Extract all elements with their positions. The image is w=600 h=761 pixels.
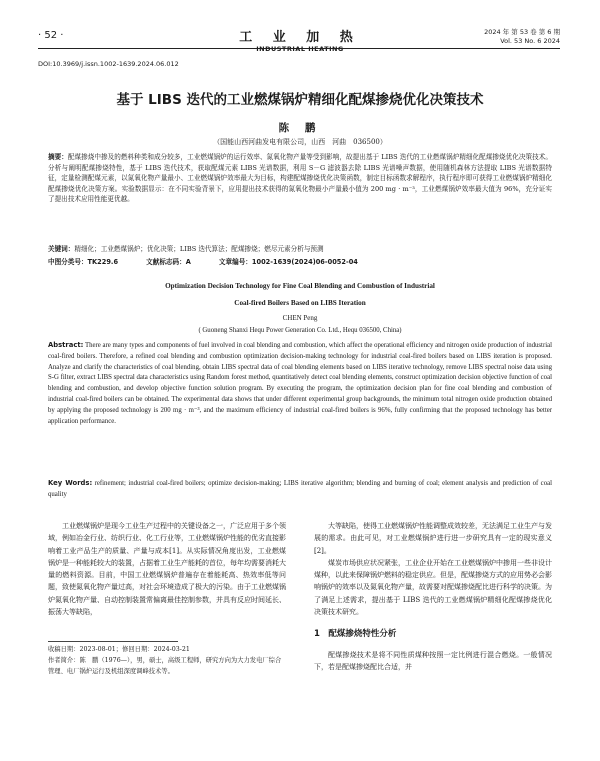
document-code: 文献标志码：A	[146, 258, 191, 266]
article-number: 文章编号：1002-1639(2024)06-0052-04	[218, 258, 358, 266]
keywords-cn	[48, 244, 552, 255]
footnote-rule	[48, 641, 178, 642]
english-title	[0, 278, 600, 312]
keywords-en-label: Key Words:	[48, 479, 93, 487]
classification-line	[48, 256, 384, 266]
intro-paragraph	[48, 520, 286, 638]
issue-info	[484, 28, 560, 46]
english-affiliation: ( Guoneng Shanxi Hequ Power Generation Co. Ltd., Hequ 036500, China)	[198, 327, 402, 334]
section-1-text: 配煤掺烧技术是将不同性质煤种按照一定比例进行混合燃烧。一般情况下，若是配煤掺烧配比合适，并	[314, 650, 552, 671]
body-column-left	[48, 520, 286, 638]
page-number: · 52 ·	[38, 30, 64, 41]
english-title-line-1: Optimization Decision Technology for Fine Coal Blending and Combustion of Industrial	[165, 282, 435, 290]
keywords-cn-text: 精细化；工业燃煤锅炉；优化决策；LIBS 迭代算法；配煤掺烧；燃尽元素分析与预测	[74, 245, 324, 253]
journal-subtitle: INDUSTRIAL HEATING	[256, 45, 344, 53]
english-title-line-2: Coal-fired Boilers Based on LIBS Iteration	[234, 299, 366, 307]
abstract-cn-text: 配煤掺烧中掺及的燃料种类和成分较多，工业燃煤锅炉的运行效率、氮氧化物产量等受到影响，故提出基于 LIBS 迭代的工业燃煤锅炉精细化配煤掺烧优化决策技术。分析与阐明配煤掺烧特性，基于 LIBS 迭代技术，获取配煤元素 LIBS 光谱数据，利用 S－G 滤波器去除 LIBS 光谱噪声数据，使用随机森林方法提取 LIBS 光谱数据特征，定量检测配煤元素，以氮氧化物产量最小、工业燃煤锅炉效率最大为目标，构建配煤掺烧优化决策函数，制定目标函数求解程序，执行程序即可获得工业燃煤锅炉精细化配煤掺烧优化决策方案。实验数据显示：在不同实验背景下，应用提出技术获得的氮氧化物最小产量最小值为 200 mg · m⁻³，工业燃煤锅炉效率最大值为 96%，充分证实了提出技术应用性能更优越。	[48, 153, 552, 204]
abstract-en-text: There are many types and components of fuel involved in coal blending and combustion, which affect the operational efficiency and nitrogen oxide production of industrial coal-fired boilers. Therefore, a refined coal blending and combustion optimization decision-making technology for industrial coal-fired boilers based on LIBS iteration is proposed. Analyze and clarify the characteristics of coal blending, obtain LIBS spectral data of coal blending elements based on LIBS iterative technology, remove LIBS spectral noise data using S-G filter, extract LIBS spectral data characteristics using Random forest method, quantitatively detect coal blending elements, construct optimization decision objective function of coal blending and combustion, and develop objective function solution program. By executing the program, the optimization decision plan for fine coal blending and combustion of industrial coal-fired boilers can be obtained. The experimental data shows that under different experimental group backgrounds, the minimum total nitrogen oxide production obtained by applying the proposed technology is 200 mg · m⁻³, and the maximum efficiency of industrial coal-fired boilers is 96%, fully confirming that the proposed technology has better application performance.	[48, 342, 552, 425]
keywords-en-text: refinement; industrial coal-fired boilers; optimize decision-making; LIBS iterative algorithm; blending and burning of coal; element analysis and prediction of coal quality	[48, 480, 552, 498]
body-column-right	[314, 520, 552, 673]
header-rule	[38, 48, 560, 49]
section-1-heading: 1 配煤掺烧特性分析	[314, 629, 397, 640]
journal-title: 工 业 加 热	[239, 30, 361, 45]
market-paragraph: 煤炭市场供应状况紧张，工业企业开始在工业燃煤锅炉中掺用一些非设计煤种，以此来保障锅炉燃料的稳定供应。但是，配煤掺烧方式的应用势必会影响锅炉的效率以及氮氧化物产量，故需要对配煤掺烧配比进行科学的决策。为了满足上述需求，提出基于 LIBS 迭代的工业燃煤锅炉精细化配煤掺烧优化决策技术研究。	[314, 558, 552, 617]
abstract-cn-label: 摘要：	[48, 153, 68, 161]
author-affiliation: （国能山西河曲发电有限公司，山西 河曲 036500）	[213, 138, 387, 146]
issue-line-en: Vol. 53 No. 6 2024	[500, 37, 560, 45]
abstract-en	[48, 340, 552, 470]
abstract-cn	[48, 152, 552, 248]
doi[interactable]: DOI:10.3969/j.issn.1002-1639.2024.06.012	[38, 60, 179, 68]
paper-title: 基于 LIBS 迭代的工业燃煤锅炉精细化配煤掺烧优化决策技术	[116, 92, 484, 108]
abstract-en-label: Abstract:	[48, 341, 84, 349]
author-name: 陈 鹏	[278, 122, 322, 134]
author-bio: 作者简介：陈 鹏（1976—），男，硕士，高级工程师，研究方向为大力发电厂综合管理、电厂锅炉运行及机组深度调峰技术等。	[48, 657, 282, 675]
intro-text: 工业燃煤锅炉是现今工业生产过程中的关键设备之一，广泛应用于多个领域，例如冶金行业、纺织行业、化工行业等，工业燃煤锅炉性能的优劣直接影响着工业产品生产的质量、产量与成本[1]。从实际情况角度出发，工业燃煤锅炉是一种能耗较大的装置，占据着工业生产能耗的首位，每年均需要消耗大量的燃料资源。目前，中国工业燃煤锅炉普遍存在着能耗高、热效率低等问题，致使氮氧化物产量过高，对社会环境造成了极大的污染。由于工业燃煤锅炉氮氧化物产量、自动控制装置常偏离最佳控制参数，并具有反应时间延长、振荡大等缺陷，	[48, 522, 286, 617]
footnote	[48, 644, 286, 677]
clc-number: 中图分类号：TK229.6	[48, 258, 119, 266]
received-dates: 收稿日期：2023-08-01；修回日期：2024-03-21	[48, 646, 190, 653]
keywords-en	[48, 478, 552, 501]
english-author: CHEN Peng	[282, 314, 318, 322]
intro-continued: 大等缺陷，使得工业燃煤锅炉性能调整成效较差，无法满足工业生产与发展的需求。由此可见，对工业燃煤锅炉进行进一步研究具有一定的现实意义[2]。	[314, 522, 552, 555]
keywords-cn-label: 关键词：	[48, 245, 75, 253]
issue-line-cn: 2024 年 第 53 卷 第 6 期	[484, 28, 560, 36]
